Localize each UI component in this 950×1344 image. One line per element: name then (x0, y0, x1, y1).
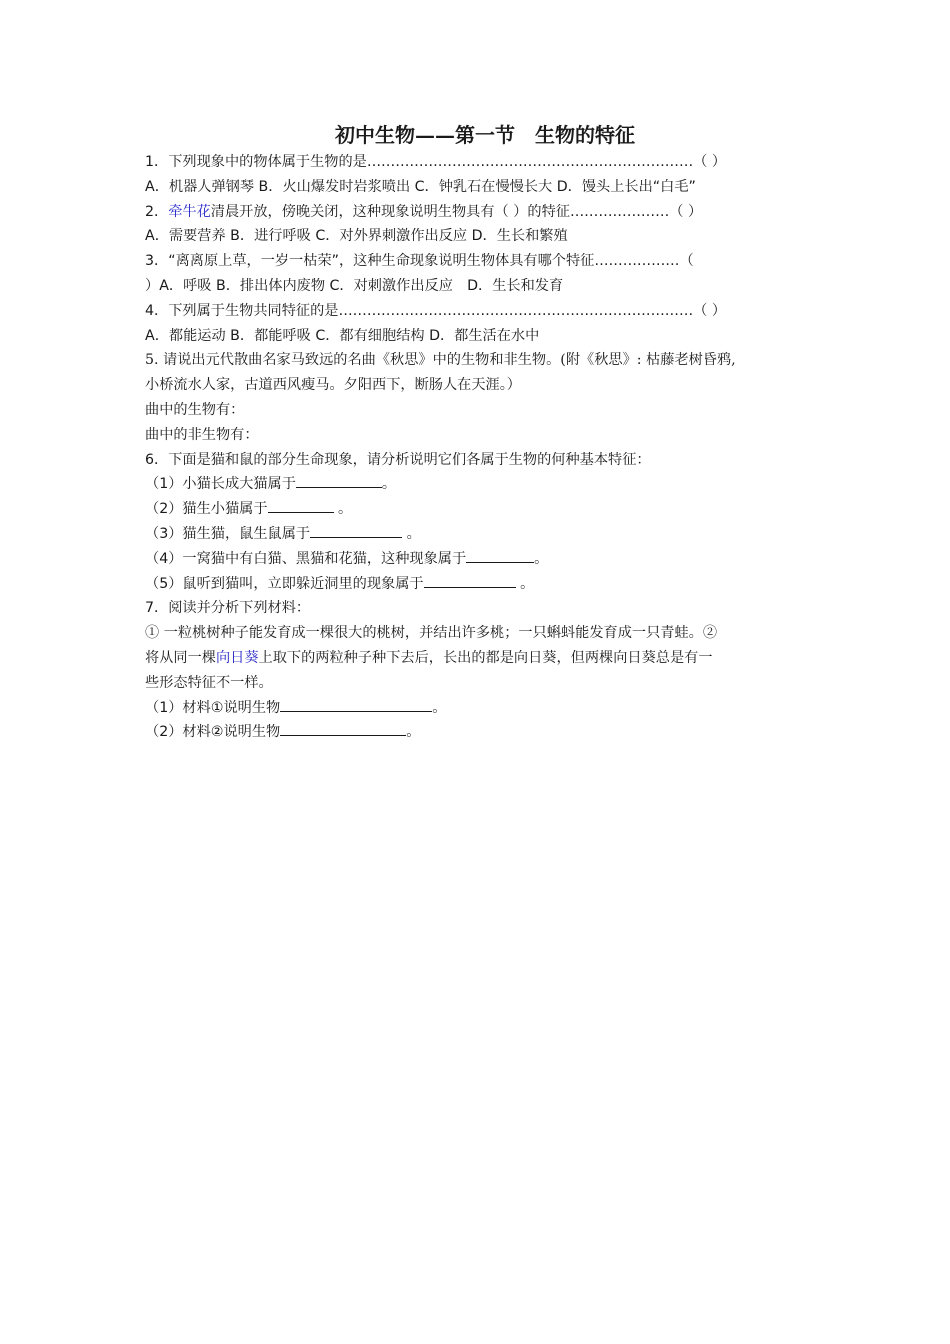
q7-sub-2: （2）材料②说明生物 。 (145, 720, 825, 745)
q7-stem: 7．阅读并分析下列材料： (145, 600, 311, 617)
answer-blank[interactable] (310, 523, 402, 538)
worksheet (145, 120, 825, 745)
q4-stem: 4．下列属于生物共同特征的是…………………………………………………………………（ ） (145, 302, 727, 319)
q2-link-morning-glory[interactable]: 牵牛花 (168, 203, 211, 220)
q1-options: A．机器人弹钢琴 B．火山爆发时岩浆喷出 C．钟乳石在慢慢长大 D．馒头上长出“白毛” (145, 178, 696, 195)
q7-link-sunflower[interactable]: 向日葵 (215, 649, 259, 666)
q2-rest: 清晨开放，傍晚关闭，这种现象说明生物具有（ ）的特征…………………（ ） (210, 203, 703, 220)
q6-item-5: （5）鼠听到猫叫，立即躲近洞里的现象属于 。 (145, 572, 825, 597)
q7-sub-1: （1）材料①说明生物 。 (145, 696, 825, 721)
q6-item-2: （2）猫生小猫属于 。 (145, 497, 825, 522)
q4-options: A．都能运动 B．都能呼吸 C．都有细胞结构 D．都生活在水中 (145, 327, 540, 344)
q3-options: ）A．呼吸 B．排出体内废物 C．对刺激作出反应 D．生长和发育 (145, 277, 564, 294)
q6-item-3: （3）猫生猫，鼠生鼠属于 。 (145, 522, 825, 547)
q1-stem: 1．下列现象中的物体属于生物的是……………………………………………………………（ ） (145, 154, 727, 170)
answer-blank[interactable] (424, 573, 516, 588)
answer-blank[interactable] (296, 473, 382, 488)
q6-stem: 6．下面是猫和鼠的部分生命现象，请分析说明它们各属于生物的何种基本特征： (145, 451, 651, 468)
q5-line2: 小桥流水人家，古道西风瘦马。夕阳西下，断肠人在天涯。） (145, 377, 521, 394)
q5-line1: 5. 请说出元代散曲名家马致远的名曲《秋思》中的生物和非生物。(附《秋思》: 枯藤老树昏鸦, (145, 352, 736, 369)
q3-stem: 3．“离离原上草，一岁一枯荣”，这种生命现象说明生物体具有哪个特征………………（ (145, 253, 694, 270)
q6-item-4: （4）一窝猫中有白猫、黑猫和花猫，这种现象属于 。 (145, 547, 825, 572)
page-title: 初中生物——第一节 生物的特征 (335, 123, 635, 147)
answer-blank[interactable] (280, 721, 406, 736)
q7-line2: 将从同一棵向日葵上取下的两粒种子种下去后，长出的都是向日葵，但两棵向日葵总是有一 (145, 649, 713, 666)
q7-line3: 些形态特征不一样。 (145, 674, 273, 691)
q2-options: A．需要营养 B．进行呼吸 C．对外界刺激作出反应 D．生长和繁殖 (145, 228, 568, 245)
q2-number: 2． (145, 203, 169, 220)
q7-line1: ① 一粒桃树种子能发育成一棵很大的桃树，并结出许多桃；一只蝌蚪能发育成一只青蛙。② (145, 625, 718, 642)
answer-blank[interactable] (466, 548, 534, 563)
q2-stem (145, 200, 825, 225)
q5-living: 曲中的生物有： (145, 401, 245, 418)
answer-blank[interactable] (280, 697, 432, 712)
answer-blank[interactable] (268, 498, 334, 513)
q5-nonliving: 曲中的非生物有： (145, 426, 259, 443)
q6-item-1: （1）小猫长成大猫属于 。 (145, 472, 825, 497)
